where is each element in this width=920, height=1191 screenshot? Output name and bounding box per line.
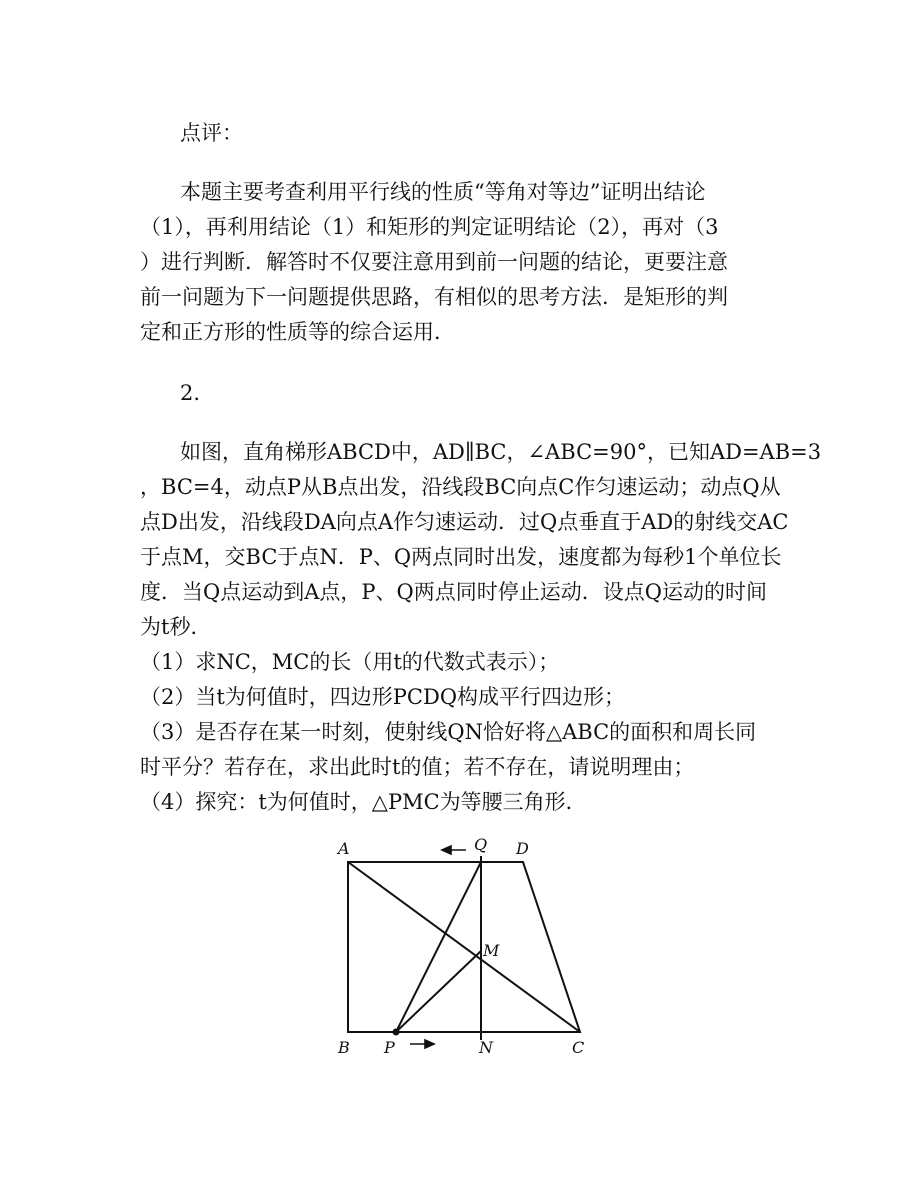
problem-question-1: （1）求NC，MC的长（用t的代数式表示）； bbox=[140, 650, 560, 674]
segment-ac bbox=[348, 862, 580, 1032]
segment-pm bbox=[396, 951, 481, 1032]
commentary-line: ）进行判断．解答时不仅要注意用到前一问题的结论，更要注意 bbox=[140, 250, 728, 274]
commentary-heading: 点评： bbox=[180, 121, 243, 145]
commentary-line: 定和正方形的性质等的综合运用． bbox=[140, 320, 455, 344]
commentary-line: 本题主要考查利用平行线的性质“等角对等边”证明出结论 bbox=[180, 180, 706, 204]
problem-question-4: （4）探究：t为何值时，△PMC为等腰三角形． bbox=[140, 790, 587, 814]
problem-line: 时平分？若存在，求出此时t的值；若不存在，请说明理由； bbox=[140, 755, 695, 779]
problem-number: 2. bbox=[180, 381, 201, 405]
problem-line: 为t秒． bbox=[140, 615, 212, 639]
label-a: A bbox=[338, 839, 350, 858]
geometry-figure bbox=[320, 828, 610, 1060]
problem-line: 点D出发，沿线段DA向点A作匀速运动．过Q点垂直于AD的射线交AC bbox=[140, 510, 789, 534]
label-q: Q bbox=[474, 835, 488, 854]
trapezoid-diagram bbox=[320, 828, 610, 1060]
problem-line: ，BC=4，动点P从B点出发，沿线段BC向点C作匀速运动；动点Q从 bbox=[140, 475, 781, 499]
left-arrow-icon bbox=[442, 846, 466, 854]
problem-question-2: （2）当t为何值时，四边形PCDQ构成平行四边形； bbox=[140, 685, 626, 709]
problem-line: 如图，直角梯形ABCD中，AD∥BC，∠ABC=90°，已知AD=AB=3 bbox=[180, 440, 822, 464]
label-m: M bbox=[483, 941, 500, 960]
commentary-line: 前一问题为下一问题提供思路，有相似的思考方法．是矩形的判 bbox=[140, 285, 728, 309]
right-arrow-icon bbox=[410, 1040, 434, 1048]
problem-question-3: （3）是否存在某一时刻，使射线QN恰好将△ABC的面积和周长同 bbox=[140, 720, 757, 744]
commentary-line: （1），再利用结论（1）和矩形的判定证明结论（2），再对（3 bbox=[140, 215, 719, 239]
label-n: N bbox=[479, 1038, 493, 1057]
label-d: D bbox=[516, 839, 529, 858]
label-b: B bbox=[338, 1038, 350, 1057]
label-c: C bbox=[572, 1038, 585, 1057]
label-p: P bbox=[384, 1038, 395, 1057]
point-p-dot bbox=[393, 1029, 400, 1036]
problem-line: 度．当Q点运动到A点，P、Q两点同时停止运动．设点Q运动的时间 bbox=[140, 580, 767, 604]
problem-line: 于点M，交BC于点N．P、Q两点同时出发，速度都为每秒1个单位长 bbox=[140, 545, 782, 569]
segment-pq bbox=[396, 862, 481, 1032]
